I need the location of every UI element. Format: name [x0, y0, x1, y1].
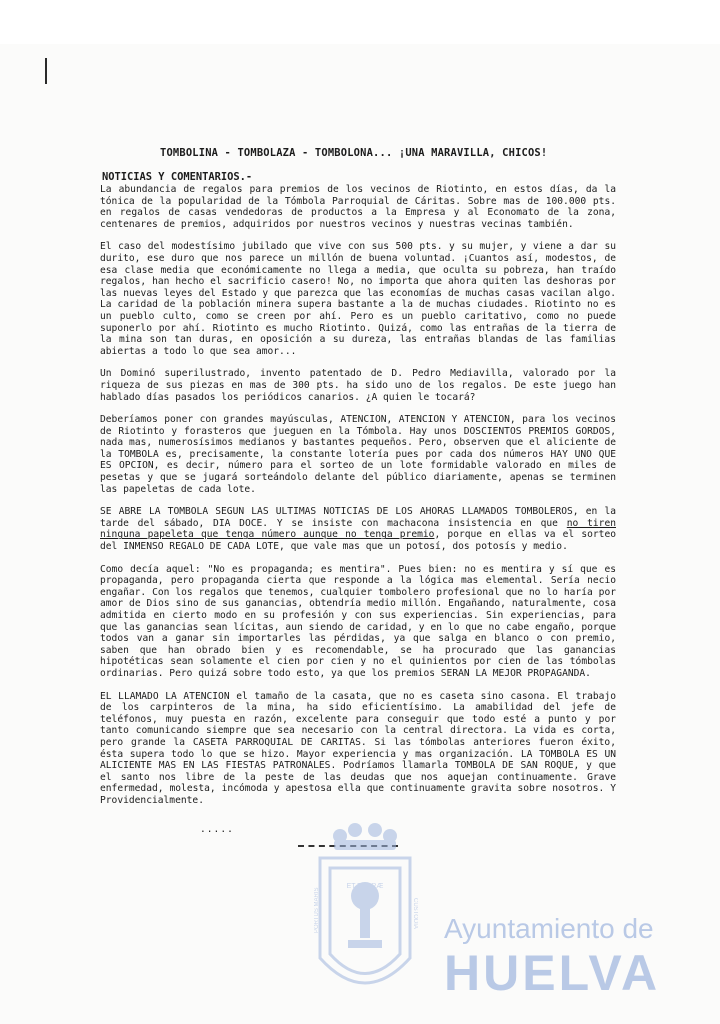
watermark-line-2: HUELVA: [444, 945, 661, 1001]
margin-mark: [45, 58, 47, 84]
watermark-line-1: Ayuntamiento de: [444, 913, 654, 944]
paragraph-3: Un Dominó superilustrado, invento patentado de D. Pedro Mediavilla, valorado por la riqueza de sus piezas en mas de 300 pts. ha sido uno de los regalos. De este juego han hablado días pasados los periódicos canarios. ¿A quien le tocará?: [100, 368, 616, 403]
paragraph-2: El caso del modestísimo jubilado que vive con sus 500 pts. y su mujer, y viene a dar su durito, ese duro que nos parece un millón de buena voluntad. ¡Cuantos así, modestos, de esa clase media que económicamente no llega a media, que oculta su pobreza, han traído regalos, han hecho el sacrificio casero! No, no importa que ahora quiten las deshoras por las nuevas leyes del Estado y que parezca que las economías de muchas casas vacilan algo. La caridad de la población minera supera bastante a la de muchas ciudades. Riotinto no es un pueblo culto, como se creen por ahí. Pero es un pueblo caritativo, como no puede suponerlo por ahí. Riotinto es mucho Riotinto. Quizá, como las entrañas de la tierra de la mina son tan duras, en oposición a su dureza, las entrañas blandas de las familias abiertas a todo lo que sea amor...: [100, 241, 616, 357]
seal-left-text: PORTUS MARIS: [314, 887, 320, 933]
seal-motto: ET TERRÆ: [346, 883, 384, 890]
document-body: [100, 184, 616, 818]
top-margin: [0, 0, 720, 44]
paragraph-7: EL LLAMADO LA ATENCION el tamaño de la casata, que no es caseta sino casona. El trabajo de los carpinteros de la mina, ha sido eficientísimo. La amabilidad del jefe de teléfonos, muy puesta en razón, excelente para conseguir que todo esté a punto y por tanto comunicando siempre que sea necesario con la central directora. La vida es corta, pero grande la CASETA PARROQUIAL DE CARITAS. Si las tómbolas anteriores fueron éxito, ésta supera todo lo que se hizo. Mayor experiencia y mas organización. LA TOMBOLA ES UN ALICIENTE MAS EN LAS FIESTAS PATRONALES. Podríamos llamarla TOMBOLA DE SAN ROQUE, y que el santo nos libre de la peste de las deudas que nos aquejan continuamente. Grave enfermedad, molesta, incómoda y apestosa ella que continuamente gravita sobre nosotros. Y Providencialmente.: [100, 690, 616, 806]
paragraph-5-end: , porque en ellas va el sorteo del INMENSO REGALO DE CADA LOTE, que vale mas que un potosí, dos potosís y medio.: [100, 529, 617, 553]
section-title: NOTICIAS Y COMENTARIOS.-: [102, 171, 253, 183]
ellipsis: .....: [200, 824, 234, 835]
paragraph-5-start: SE ABRE LA TOMBOLA SEGUN LAS ULTIMAS NOTICIAS DE LOS AHORAS LLAMADOS TOMBOLEROS, en la tarde del sábado, DIA DOCE. Y se insiste con machacona insistencia en que: [100, 506, 616, 529]
paragraph-6: Como decía aquel: "No es propaganda; es mentira". Pues bien: no es mentira y sí que es propaganda, pero propaganda cierta que responde a la lógica mas elemental. Sería necio engañar. Con los regalos que tenemos, cualquier tombolero profesional que no lo haría por amor de Dios sino de sus ganancias, obtendría medio millón. Engañando, naturalmente, cosa admitida en cierto modo en su profesión y con sus experiencias. Sin experiencias, para que las ganancias sean lícitas, aun siendo de caridad, y en lo que no cabe engaño, porque todos van a ganar sin importarles las pérdidas, ya que salga en blanco o con premio, saben que han obrado bien y es recomendable, se ha procurado que las ganancias hipotéticas sean solamente el cien por cien y no el quinientos por cien de las tómbolas ordinarias. Pero quizá sobre todo esto, ya que los premios SERAN LA MEJOR PROPAGANDA.: [100, 563, 616, 679]
seal-right-text: CUSTODIA: [412, 898, 418, 929]
document-heading: TOMBOLINA - TOMBOLAZA - TOMBOLONA... ¡UNA MARAVILLA, CHICOS!: [160, 147, 548, 159]
huelva-seal-icon: [300, 818, 430, 1018]
paragraph-5-underlined: no tiren ninguna papeleta que tenga número aunque no tenga premio: [100, 517, 616, 541]
paragraph-5: [100, 506, 616, 552]
paragraph-4: Deberíamos poner con grandes mayúsculas, ATENCION, ATENCION Y ATENCION, para los vecinos de Riotinto y forasteros que jueguen en la Tómbola. Hay unos DOSCIENTOS PREMIOS GORDOS, nada mas, numerosísimos medianos y bastantes pequeños. Pero, observen que el aliciente de la TOMBOLA es, precisamente, la constante lotería pues por cada dos números HAY UNO QUE ES OPCION, es decir, número para el sorteo de un lote formidable valorado en miles de pesetas y que se jugará sorteándolo delante del público diariamente, apenas se terminen las papeletas de cada lote.: [100, 414, 616, 495]
paragraph-1: La abundancia de regalos para premios de los vecinos de Riotinto, en estos días, da la tónica de la popularidad de la Tómbola Parroquial de Cáritas. Sobre mas de 100.000 pts. en regalos de casas vendedoras de productos a la Empresa y al Economato de la zona, centenares de premios, adquiridos por nuestros vecinos y nuestras vecinas también.: [100, 184, 616, 230]
